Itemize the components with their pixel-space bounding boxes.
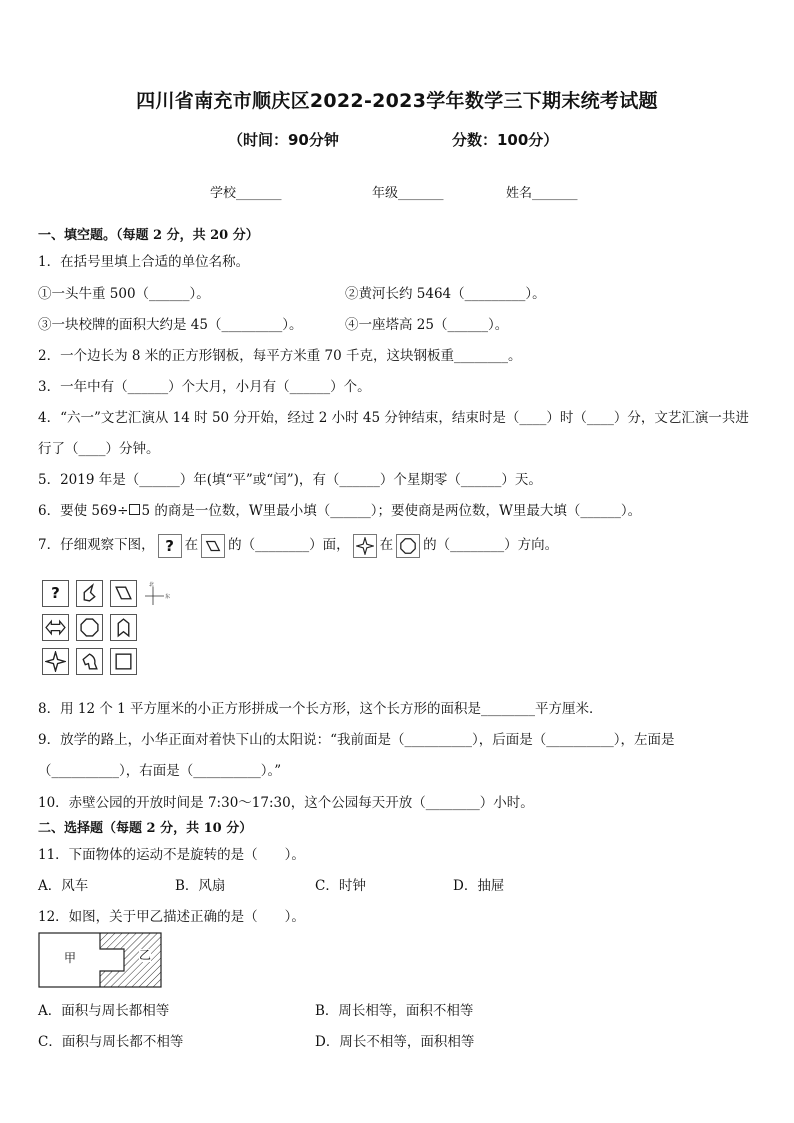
section2-heading: 二、选择题（每题 2 分，共 10 分）	[38, 821, 253, 836]
jia-yi-figure	[38, 932, 163, 988]
arrow-shape-icon	[76, 580, 103, 607]
figure-label-jia: 甲	[64, 951, 77, 965]
question-7	[38, 532, 558, 558]
q12-option-d: D．周长不相等，面积相等	[315, 1034, 475, 1050]
question-9-line1: 9．放学的路上，小华正面对着快下山的太阳说：“我前面是（__________），后面是（__________），左面是	[38, 732, 675, 748]
school-field: 学校_______	[210, 186, 282, 201]
question-2: 2．一个边长为 8 米的正方形钢板，每平方米重 70 千克，这块钢板重________。	[38, 348, 522, 364]
q11-option-a: A．风车	[38, 878, 89, 894]
parallelogram-icon	[201, 534, 225, 558]
question-mark-box: ?	[158, 534, 182, 558]
q11-option-c: C．时钟	[315, 878, 366, 894]
q12-option-b: B．周长相等，面积不相等	[315, 1003, 474, 1019]
question-1a: ①一头牛重 500（______）。	[38, 286, 210, 302]
curved-arrow-icon	[76, 648, 103, 675]
question-5: 5．2019 年是（______）年(填“平”或“闰”)，有（______）个星期零（______）天。	[38, 472, 542, 488]
octagon-icon	[396, 534, 420, 558]
question-7-mid2: 的（________）方向。	[423, 537, 559, 553]
octagon-icon	[76, 614, 103, 641]
question-7-at1: 在	[184, 537, 199, 553]
question-3: 3．一年中有（______）个大月，小月有（______）个。	[38, 379, 371, 395]
four-point-star-icon	[353, 534, 377, 558]
compass-east-label: 东	[165, 594, 171, 600]
blank-square-icon	[129, 504, 140, 515]
question-6-post: 5 的商是一位数，W里最小填（______）；要使商是两位数，W里最大填（______）。	[141, 503, 642, 519]
exam-score: 分数：100分）	[452, 131, 559, 149]
parallelogram-icon	[110, 580, 137, 607]
grade-field: 年级_______	[372, 186, 444, 201]
question-7-mid1: 的（________）面，	[228, 537, 350, 553]
question-6-pre: 6．要使 569÷	[38, 503, 129, 519]
question-9-line2: （__________），右面是（__________）。”	[38, 763, 282, 779]
q12-option-a: A．面积与周长都相等	[38, 1003, 170, 1019]
question-6	[38, 499, 641, 519]
question-7-pre: 7．仔细观察下图，	[38, 537, 155, 553]
double-arrow-icon	[42, 614, 69, 641]
bookmark-icon	[110, 614, 137, 641]
question-1d: ④一座塔高 25（______）。	[345, 317, 509, 333]
question-11: 11．下面物体的运动不是旋转的是（ ）。	[38, 847, 305, 863]
question-1: 1．在括号里填上合适的单位名称。	[38, 254, 250, 270]
question-8: 8．用 12 个 1 平方厘米的小正方形拼成一个长方形，这个长方形的面积是________平方厘米．	[38, 701, 603, 717]
square-icon	[110, 648, 137, 675]
exam-time: （时间：90分钟	[228, 131, 339, 149]
name-field: 姓名_______	[506, 186, 578, 201]
question-7-at2: 在	[379, 537, 394, 553]
compass-icon	[144, 583, 170, 607]
question-12: 12．如图，关于甲乙描述正确的是（ ）。	[38, 909, 305, 925]
question-1b: ②黄河长约 5464（_________）。	[345, 286, 546, 302]
figure-label-yi: 乙	[139, 948, 152, 962]
question-4-line1: 4．“六一”文艺汇演从 14 时 50 分开始，经过 2 小时 45 分钟结束，结束时是（____）时（____）分，文艺汇演一共进	[38, 410, 749, 426]
grid-question-mark: ?	[42, 580, 69, 607]
q12-option-c: C．面积与周长都不相等	[38, 1034, 184, 1050]
q11-option-b: B．风扇	[175, 878, 226, 894]
section1-heading: 一、填空题。（每题 2 分，共 20 分）	[38, 228, 259, 243]
compass-north-label: 北	[149, 582, 155, 588]
question-1c: ③一块校牌的面积大约是 45（_________）。	[38, 317, 303, 333]
question-10: 10．赤壁公园的开放时间是 7:30～17:30，这个公园每天开放（________）小时。	[38, 795, 534, 811]
four-point-star-icon	[42, 648, 69, 675]
q11-option-d: D．抽屉	[453, 878, 505, 894]
question-4-line2: 行了（____）分钟。	[38, 441, 160, 457]
page-title: 四川省南充市顺庆区2022-2023学年数学三下期末统考试题	[136, 90, 658, 112]
